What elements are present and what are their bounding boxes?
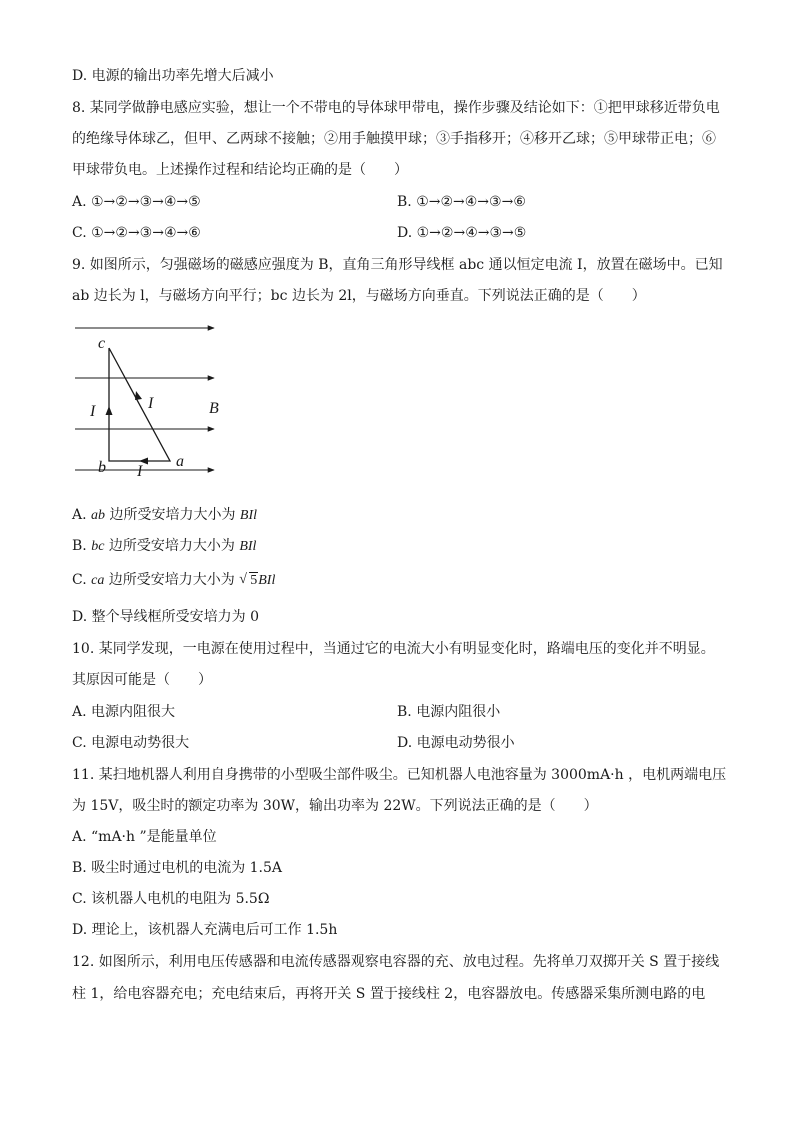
q7-option-d: D. 电源的输出功率先增大后减小: [72, 68, 274, 84]
vertex-c-label: c: [98, 335, 106, 352]
q8-option-d: D. ①→②→④→③→⑤: [397, 225, 527, 241]
q9-option-d: D. 整个导线框所受安培力为 0: [72, 609, 259, 625]
q9-option-b-side: bc: [91, 539, 105, 554]
q9-stem-line-1: 9. 如图所示，匀强磁场的磁感应强度为 B，直角三角形导线框 abc 通以恒定电流 I，放置在磁场中。已知: [72, 257, 723, 273]
q10-option-c: C. 电源电动势很大: [72, 735, 190, 751]
q10-option-d: D. 电源电动势很小: [397, 735, 515, 751]
q9-option-b-text: 边所受安培力大小为: [104, 538, 240, 554]
q10-option-a: A. 电源内阻很大: [72, 704, 176, 720]
q11-stem-line-1: 11. 某扫地机器人利用自身携带的小型吸尘部件吸尘。已知机器人电池容量为 3000mA·h ，电机两端电压: [72, 767, 727, 783]
current-label-left: I: [90, 403, 96, 420]
q9-option-a: [72, 505, 257, 526]
q8-option-c: C. ①→②→③→④→⑥: [72, 225, 201, 241]
q8-stem-line-2: 的绝缘导体球乙，但甲、乙两球不接触；②用手触摸甲球；③手指移开；④移开乙球；⑤甲球带正电；⑥: [72, 131, 716, 147]
q9-option-a-side: ab: [91, 508, 106, 523]
q9-option-a-prefix: A.: [72, 507, 92, 523]
q10-option-b: B. 电源内阻很小: [397, 704, 501, 720]
q9-option-c-text: 边所受安培力大小为: [104, 572, 240, 588]
q8-option-b: B. ①→②→④→③→⑥: [397, 194, 526, 210]
q9-option-c-sqrt: [239, 571, 258, 591]
q9-option-b-prefix: B.: [72, 538, 92, 554]
q11-option-a: A. “mA·h ”是能量单位: [72, 829, 217, 845]
q10-stem-line-2: 其原因可能是（ ）: [72, 672, 212, 688]
q9-triangle-figure: [72, 320, 232, 480]
q11-option-d: D. 理论上，该机器人充满电后可工作 1.5h: [72, 922, 338, 938]
q8-stem-line-1: 8. 某同学做静电感应实验，想让一个不带电的导体球甲带电，操作步骤及结论如下：①把甲球移近带负电: [72, 100, 720, 116]
q12-stem-line-1: 12. 如图所示，利用电压传感器和电流传感器观察电容器的充、放电过程。先将单刀双掷开关 S 置于接线: [72, 954, 720, 970]
current-label-hypotenuse: I: [148, 395, 154, 412]
q9-option-b-value: BIl: [239, 539, 257, 554]
q12-stem-line-2: 柱 1，给电容器充电；充电结束后，再将开关 S 置于接线柱 2，电容器放电。传感器采集所测电路的电: [72, 986, 706, 1002]
q9-option-c-prefix: C.: [72, 572, 92, 588]
q11-stem-line-2: 为 15V，吸尘时的额定功率为 30W，输出功率为 22W。下列说法正确的是（ ）: [72, 798, 598, 814]
q9-option-c-side: ca: [91, 573, 105, 588]
q9-option-c: [72, 570, 275, 591]
q8-stem-line-3: 甲球带负电。上述操作过程和结论均正确的是（ ）: [72, 162, 408, 178]
q9-figure-svg: [72, 320, 232, 480]
current-arrow-bc: [106, 406, 113, 415]
q10-stem-line-1: 10. 某同学发现，一电源在使用过程中，当通过它的电流大小有明显变化时，路端电压的变化并不明显。: [72, 641, 715, 657]
field-b-label: B: [209, 400, 219, 417]
current-label-bottom: I: [137, 463, 143, 480]
q11-option-b: B. 吸尘时通过电机的电流为 1.5A: [72, 860, 283, 876]
triangle-frame: [109, 348, 170, 461]
q9-option-a-value: BIl: [239, 508, 258, 523]
q9-option-b: [72, 536, 256, 557]
q9-stem-line-2: ab 边长为 l，与磁场方向平行；bc 边长为 2l，与磁场方向垂直。下列说法正确的是（ ）: [72, 288, 646, 304]
vertex-a-label: a: [176, 453, 184, 470]
current-arrow-ca: [135, 391, 142, 400]
q9-option-c-radicand: 5: [250, 573, 258, 588]
q8-option-a: A. ①→②→③→④→⑤: [72, 194, 201, 210]
q9-option-c-value: BIl: [258, 573, 276, 588]
q11-option-c: C. 该机器人电机的电阻为 5.5Ω: [72, 891, 270, 907]
vertex-b-label: b: [98, 459, 106, 476]
q9-option-a-text: 边所受安培力大小为: [105, 507, 240, 523]
